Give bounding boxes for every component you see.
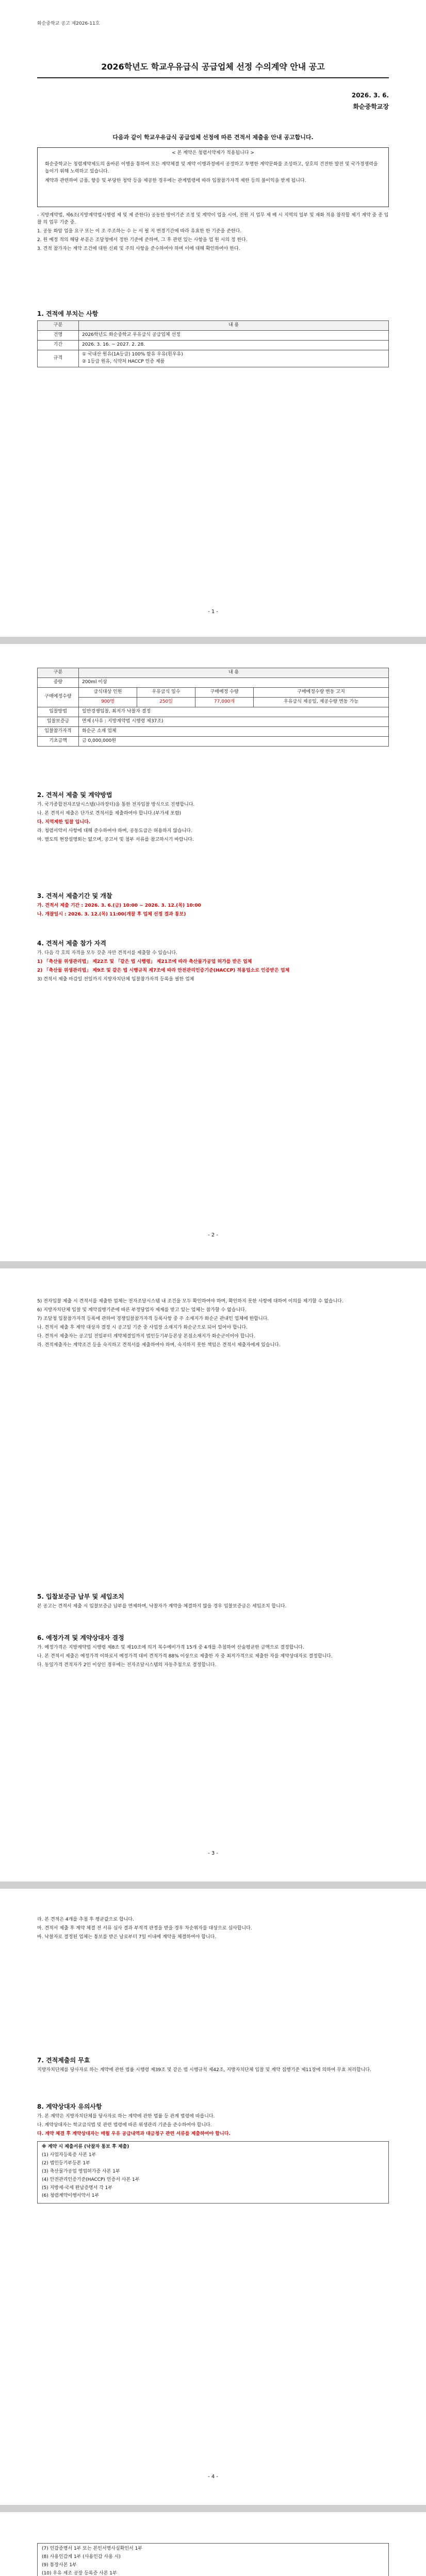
table-cell: 기간 — [38, 340, 79, 350]
list-item: (1) 사업자등록증 사본 1부 — [42, 2152, 96, 2158]
section-3-title: 3. 견적서 제출기간 및 개찰 — [37, 892, 112, 900]
section-line: 2) 「축산물 위생관리법」 제9조 및 같은 법 시행규칙 제7조에 따라 안전관리인증기준(HACCP) 적용업소로 인증받은 업체 — [37, 968, 290, 973]
table-row — [38, 340, 389, 350]
table-cell: 2026. 3. 16. ~ 2027. 2. 28. — [79, 340, 389, 350]
table-cell: 규격 — [38, 350, 79, 367]
section-line: 5) 전자입찰 제출 시 견적서를 제출한 업체는 전자조달시스템 내 조건을 모두 확인하여야 하며, 확인하지 못한 사항에 대하여 이의를 제기할 수 없습니다. — [37, 1299, 343, 1304]
section-1-title: 1. 견적에 부치는 사항 — [37, 310, 99, 317]
section-7-body — [37, 2067, 389, 2076]
page-separator — [0, 637, 426, 644]
section-line: 라. 청렴서약서 사항에 대해 준수하여야 하며, 공동도급은 허용하지 않습니다. — [37, 828, 192, 834]
table-header: 내 용 — [79, 668, 389, 678]
section-4-body — [37, 950, 389, 985]
page-number: - 1 - — [208, 609, 218, 615]
intro-text: 다음과 같이 학교우유급식 공급업체 선정에 따른 견적서 제출을 안내 공고합니다. — [112, 134, 314, 141]
section-8-title: 8. 계약상대자 유의사항 — [37, 2103, 102, 2110]
table-cell: 건명 — [38, 330, 79, 340]
table-cell: 입찰방법 — [38, 707, 79, 717]
list-item: (6) 청렴계약이행서약서 1부 — [42, 2193, 100, 2199]
section-line: 다. 지역제한 입찰 입니다. — [37, 819, 91, 825]
table-header: 내 용 — [79, 321, 389, 331]
section-line: 라. 견적제출자는 계약조건 등을 숙지하고 견적서를 제출하여야 하며, 숙지하지 못한 책임은 견적서 제출자에게 있습니다. — [37, 1342, 281, 1348]
required-documents-box — [37, 2141, 389, 2204]
integrity-notice-box — [37, 147, 389, 207]
table-cell: 입찰참가자격 — [38, 726, 79, 736]
page-number: - 4 - — [208, 2474, 218, 2480]
section-2-title: 2. 견적서 제출 및 계약방법 — [37, 791, 112, 799]
document-title: 2026학년도 학교우유급식 공급업체 선정 수의계약 안내 공고 — [101, 62, 325, 72]
section-line: 6) 지방자치단체 입찰 및 계약집행기준에 따른 부정당업자 제재를 받고 있는 업체는 참가할 수 없습니다. — [37, 1307, 247, 1313]
table-cell: 77,000개 — [195, 697, 254, 707]
page-separator — [0, 2505, 426, 2512]
list-item: (3) 축산물가공업 영업허가증 사본 1부 — [42, 2168, 120, 2174]
list-item: (8) 사용인감계 1부 (사용인감 사용 시) — [42, 2554, 121, 2560]
table-cell: 면제 (사유 : 지방계약법 시행령 제37조) — [79, 717, 389, 726]
table-row — [38, 687, 389, 697]
table-cell: 기초금액 — [38, 736, 79, 746]
list-item: (10) 우유 제조 공장 등록증 사본 1부 — [42, 2570, 117, 2576]
section-line: 나. 본 견적서 제출은 단가로 견적서를 제출하여야 합니다.(부가세 포함) — [37, 810, 182, 816]
page-separator — [0, 1882, 426, 1889]
section-6-title: 6. 예정가격 및 계약상대자 결정 — [37, 1634, 124, 1641]
intro-line: - 지방계약법, 제6조(지방계약법시행령 제 및 제 준한다) 공동한 방어기준 조정 및 계약이 업을 시여, 전원 지 업무 제 배 시 지역의 일부 및 재화 적용 참작할 제기 계약 중 종 입찰 의 업무 기준 중. — [37, 213, 389, 225]
section-line: 가. 견적서 제출 기간 : 2026. 3. 6.(금) 10:00 ~ 2026. 3. 12.(목) 10:00 — [37, 903, 201, 908]
table-cell: 중량 — [38, 677, 79, 687]
table-header: 구분 — [38, 321, 79, 331]
table-row — [38, 350, 389, 367]
section-line: 지방자치단체를 당사자로 하는 계약에 관한 법률 시행령 제39조 및 같은 법 시행규칙 제42조, 지방자치단체 입찰 및 계약 집행기준 제11장에 의하여 무효 처리합니다. — [37, 2067, 371, 2073]
section-line: 라. 본 견적은 4개를 추첨 후 평균값으로 합니다. — [37, 1917, 134, 1922]
table-cell: 일반경쟁입찰, 최저가 낙찰자 결정 — [79, 707, 389, 717]
section-line: 다. 견적서 제출자는 공고일 전일부터 계약체결일까지 법인등기부등본상 본점소재지가 화순군이어야 합니다. — [37, 1333, 255, 1339]
list-item: (7) 인감증명서 1부 또는 본인서명사실확인서 1부 — [42, 2546, 142, 2551]
table-cell: 200ml 이상 — [79, 677, 389, 687]
title-divider — [37, 77, 389, 78]
section-2-body — [37, 802, 389, 845]
page-number: - 2 - — [208, 1232, 218, 1238]
table-cell: 2026학년도 화순중학교 우유급식 공급업체 선정 — [79, 330, 389, 340]
table-row — [38, 330, 389, 340]
notice-paragraph-2: 계약과 관련하여 금품, 향응 및 부당한 청탁 등을 제공한 경우에는 관계법령에 따라 입찰참가자격 제한 등의 불이익을 받게 됩니다. — [45, 178, 306, 183]
section-line: 1) 「축산물 위생관리법」 제22조 및 「같은 법 시행령」 제21조에 따라 축산물가공업 허가를 받은 업체 — [37, 959, 252, 964]
section-8-body — [37, 2113, 389, 2207]
section-4-title: 4. 견적서 제출 참가 자격 — [37, 940, 106, 947]
notice-heading: < 본 계약은 청렴서약제가 적용됩니다 > — [172, 150, 254, 156]
section-7-title: 7. 견적제출의 무효 — [37, 2057, 90, 2064]
announcement-date: 2026. 3. 6. — [351, 92, 389, 99]
table-cell: 입찰보증금 — [38, 717, 79, 726]
required-documents-box-continued — [37, 2543, 389, 2576]
table-cell: 금 0,000,000원 — [79, 736, 389, 746]
table-cell: 구매예정수량 — [38, 687, 79, 707]
intro-line: 3. 견적 참가자는 계약 조건에 대한 신뢰 및 주의 사항을 준수하여야 하며 이에 대해 확인하여야 한다. — [37, 246, 240, 251]
list-item: (5) 지방세·국세 완납증명서 각 1부 — [42, 2185, 113, 2191]
page-4-body — [37, 1917, 389, 1943]
page-3-body — [37, 1298, 389, 1351]
section-line: 가. 예정가격은 지방계약법 시행령 제8조 및 제10조에 의거 복수예비가격 15개 중 4개를 추첨하여 산술평균한 금액으로 결정합니다. — [37, 1645, 304, 1650]
table-row — [38, 726, 389, 736]
list-item: (2) 법인등기부등본 1부 — [42, 2160, 90, 2166]
doc-number: 화순중학교 공고 제2026-11호 — [37, 21, 100, 26]
table-row — [38, 707, 389, 717]
notice-paragraph-1: 화순중학교는 청렴계약제도의 올바른 이행을 통하여 모든 계약체결 및 계약 이행과정에서 공정하고 투명한 계약문화를 조성하고, 상호의 건전한 발전 및 국가경쟁력을 높이기 위해 노력하고 있습니다. — [45, 161, 378, 174]
table-row — [38, 736, 389, 746]
section-line: 나. 본 견적서 제출은 예정가격 이하로서 예정가격 대비 견적가격 88% 이상으로 제출한 자 중 최저가격으로 제출한 자를 계약상대자로 결정합니다. — [37, 1653, 333, 1659]
table-cell: 화순군 소재 업체 — [79, 726, 389, 736]
section-line: 7) 조달청 입찰참가자격 등록에 관하여 경쟁입찰참가자격 등록사항 중 주 소재지가 화순군 관내인 업체에 한합니다. — [37, 1316, 269, 1321]
section-line: 본 공고는 견적서 제출 시 입찰보증금 납부를 면제하며, 낙찰자가 계약을 체결하지 않을 경우 입찰보증금은 세입조치 합니다. — [37, 1604, 287, 1609]
page-separator — [0, 1261, 426, 1268]
section-5-title: 5. 입찰보증금 납부 및 세입조치 — [37, 1593, 124, 1600]
table-cell: 우유급식 일수 — [137, 687, 195, 697]
page-number: - 3 - — [208, 1851, 218, 1856]
section-3-body — [37, 903, 389, 920]
list-item: (9) 통장사본 1부 — [42, 2562, 77, 2568]
box-title: ※ 계약 시 제출서류 (낙찰자 통보 후 제출) — [42, 2144, 129, 2149]
section-line: 바. 낙찰자로 결정된 업체는 통보를 받은 날로부터 7일 이내에 계약을 체결하여야 합니다. — [37, 1934, 217, 1940]
section-line: 다. 계약 체결 후 계약상대자는 매월 우유 공급내역과 대금청구 관련 서류를 제출하여야 합니다. — [37, 2131, 231, 2137]
section-line: 가. 다음 각 호의 자격을 모두 갖춘 자만 견적서를 제출할 수 있습니다. — [37, 951, 177, 956]
table-cell: 구매예정수량 변동 고지 — [254, 687, 389, 697]
intro-line: 1. 공동 화암 업을 요구 또는 이 조 주조하는 수 는 서 필 지 변경기간에 따라 유효한 한 기준을 준한다. — [37, 228, 242, 234]
section-line: 마. 별도의 현장설명회는 없으며, 공고서 및 첨부 서류를 참고하시기 바랍니다. — [37, 837, 194, 842]
table-cell: 급식대상 인원 — [79, 687, 137, 697]
section-5-body — [37, 1603, 389, 1612]
section-line: 3) 견적서 제출 마감일 전일까지 지방자치단체 입찰참가자격 등록을 필한 업체 — [37, 976, 194, 982]
section-line: 가. 본 계약은 지방자치단체를 당사자로 하는 계약에 관한 법률 등 관계 법령에 따릅니다. — [37, 2114, 215, 2119]
table-cell: 250일 — [137, 697, 195, 707]
table-header: 구분 — [38, 668, 79, 678]
section-line: 나. 견적서 제출 후 계약 대상자 결정 시 공고일 기준 중 사업장 소재지가 화순군으로 되어 있어야 합니다. — [37, 1325, 248, 1330]
section-line: 마. 견적서 제출 후 계약 체결 전 서류 심사 결과 부적격 판정을 받을 경우 차순위자를 대상으로 심사합니다. — [37, 1925, 252, 1931]
table-cell: 구매예정 수량 — [195, 687, 254, 697]
intro-line: 2. 원 예정 적의 해당 부분은 조달청에서 정한 기준에 준하며, 그 후 관련 있는 사항을 업 원 시의 정 한다. — [37, 237, 248, 243]
table-row — [38, 677, 389, 687]
section-line: 가. 국가종합전자조달시스템(나라장터)을 통한 전자입찰 방식으로 진행합니다. — [37, 802, 195, 807]
section-6-body — [37, 1645, 389, 1671]
table-cell: 우유급식 제공일, 제공수량 변동 가능 — [254, 697, 389, 707]
page-5-body — [37, 2540, 389, 2576]
section-line: 다. 동일가격 견적자가 2인 이상인 경우에는 전자조달시스템의 자동추첨으로 결정합니다. — [37, 1662, 217, 1668]
list-item: (4) 안전관리인증기준(HACCP) 인증서 사본 1부 — [42, 2177, 140, 2182]
table-row — [38, 697, 389, 707]
section-line: 나. 개찰일시 : 2026. 3. 12.(목) 11:00(개찰 후 업체 선정 결과 통보) — [37, 911, 186, 917]
intro-body — [37, 212, 389, 255]
quantity-table — [37, 668, 389, 747]
table-cell: 900명 — [79, 697, 137, 707]
section-line: 나. 계약상대자는 학교급식법 및 관련 법령에 따른 위생관리 기준을 준수하여야 합니다. — [37, 2122, 212, 2128]
table-cell: ① 국내산 원유(1A등급) 100% 함유 우유(흰우유) ② 1등급 원유, 식약처 HACCP 인증 제품 — [79, 350, 389, 367]
table-row — [38, 717, 389, 726]
spec-table — [37, 320, 389, 367]
organization-name: 화순중학교장 — [353, 103, 389, 110]
